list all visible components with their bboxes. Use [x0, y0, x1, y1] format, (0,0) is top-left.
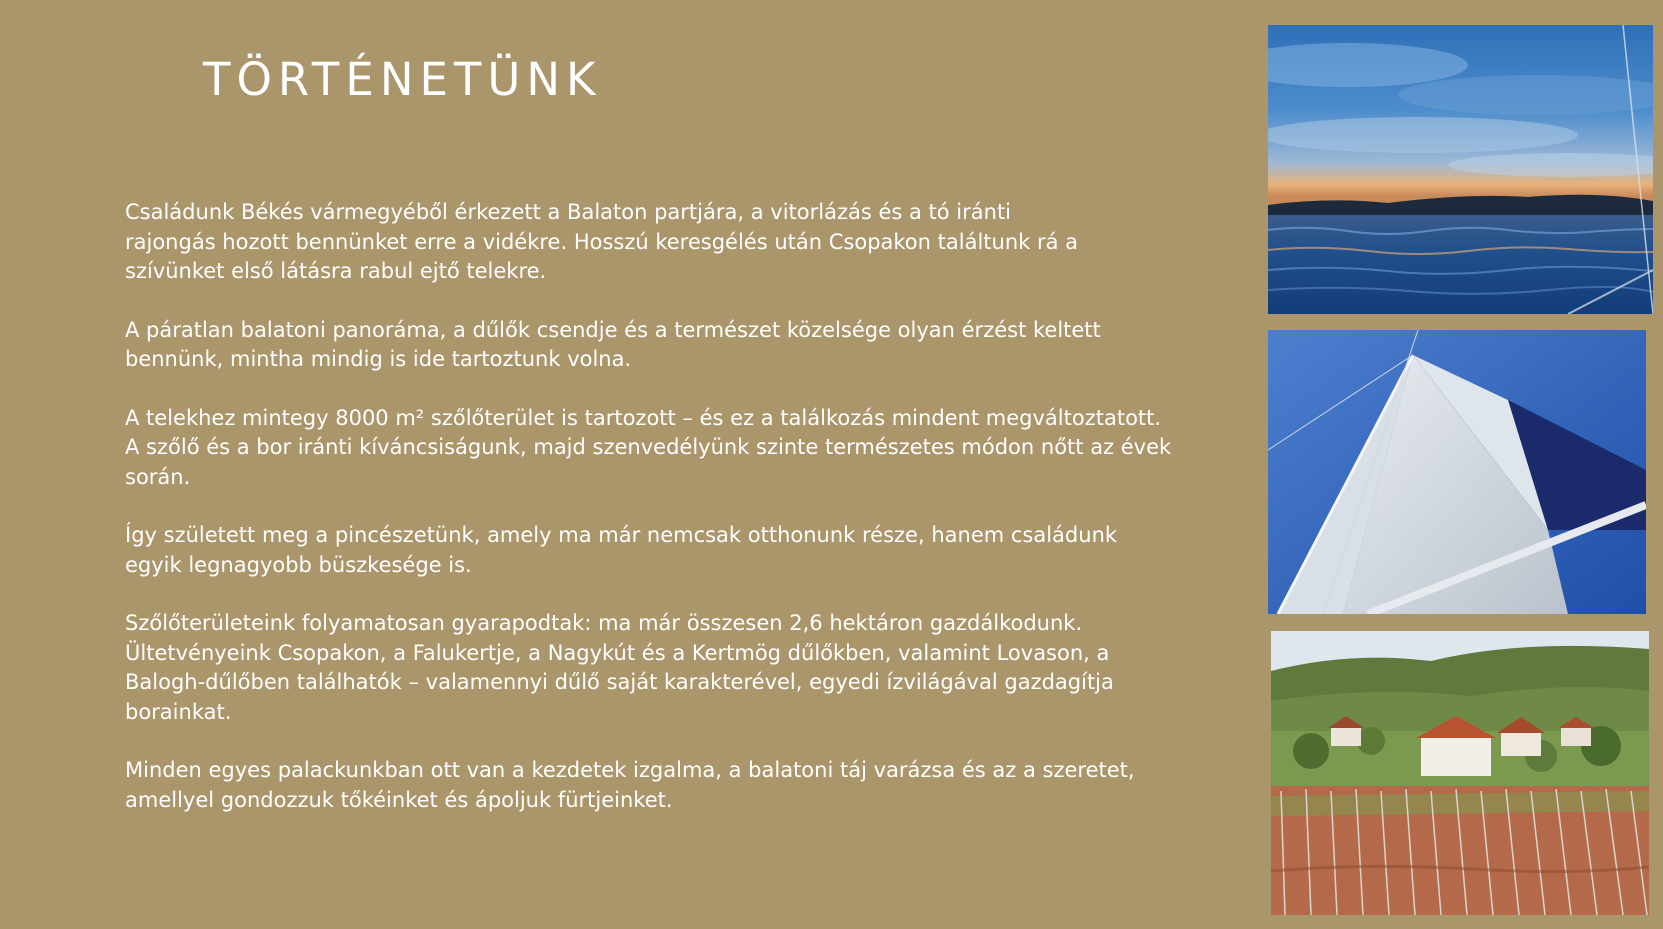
story-paragraph-4: Így született meg a pincészetünk, amely ma már nemcsak otthonunk része, hanem családunk egyik legnagyobb büszkesége is.: [125, 523, 1118, 577]
story-paragraph-5: Szőlőterületeink folyamatosan gyarapodtak: ma már összesen 2,6 hektáron gazdálkodunk. Ültetvényeink Csopakon, a Falukertje, a Nagykút és a Kertmög dűlőkben, valamint Lovason, a Balogh-dűlőben találhatók – valamennyi dűlő saját karakterével, egyedi ízvilágával gazdagítja borainkat.: [125, 611, 1114, 724]
page-title: TÖRTÉNETÜNK: [203, 53, 602, 106]
story-paragraph-1: Családunk Békés vármegyéből érkezett a Balaton partjára, a vitorlázás és a tó iránti rajongás hozott bennünket erre a vidékre. Hosszú keresgélés után Csopakon találtunk rá a szívünket első látásra rabul ejtő telekre.: [125, 200, 1079, 283]
story-text: [125, 198, 1205, 844]
story-paragraph-3: A telekhez mintegy 8000 m² szőlőterület is tartozott – és ez a találkozás mindent megváltoztatott. A szőlő és a bor iránti kíváncsiságunk, majd szenvedélyünk szinte természetes módon nőtt az évek során.: [125, 405, 1172, 489]
story-paragraph-6: Minden egyes palackunkban ott van a kezdetek izgalma, a balatoni táj varázsa és az a szeretet, amellyel gondozzuk tőkéinket és ápoljuk fürtjeinket.: [125, 758, 1135, 812]
lake-sunset-photo: [1268, 25, 1653, 314]
story-paragraph-2: A páratlan balatoni panoráma, a dűlők csendje és a természet közelsége olyan érzést keltett bennünk, mintha mindig is ide tartoztunk volna.: [125, 317, 1101, 371]
village-vineyard-photo: [1271, 631, 1649, 915]
sail-photo: [1268, 330, 1646, 614]
